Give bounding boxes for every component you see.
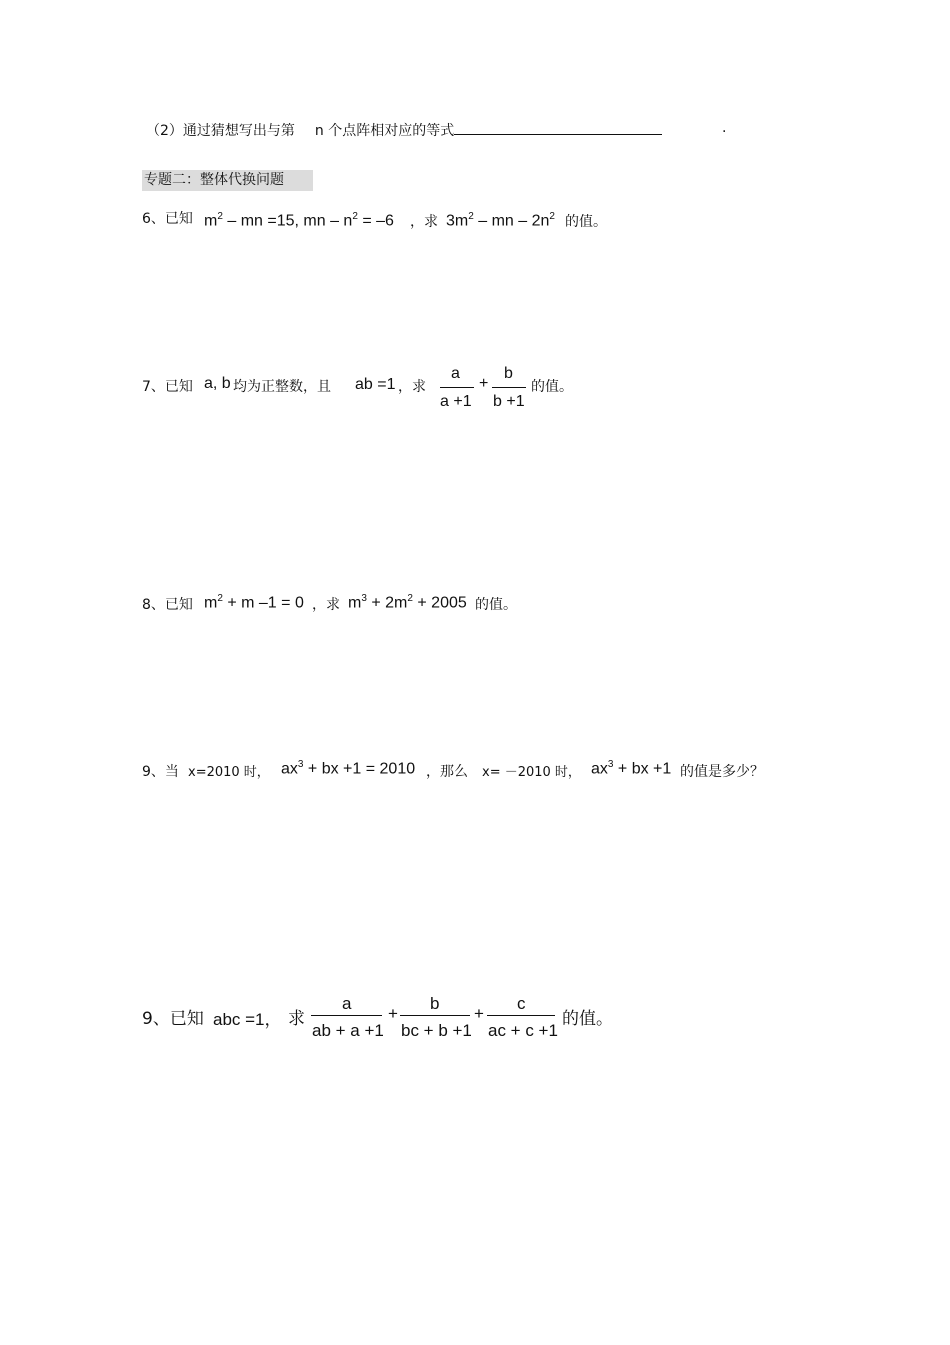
p9a-tail: 的值是多少？ bbox=[680, 764, 764, 780]
p8-tail: 的值。 bbox=[475, 597, 517, 613]
p7-f2-den: b +1 bbox=[493, 393, 525, 410]
p7-cond: ab =1 bbox=[355, 376, 396, 393]
p9b-f2-num: b bbox=[430, 994, 440, 1013]
p7-f1-den: a +1 bbox=[440, 393, 472, 410]
p8-num: 8、已知 bbox=[142, 597, 193, 613]
p9b-tail: 的值。 bbox=[562, 1009, 613, 1029]
p9b-plus2: + bbox=[474, 1004, 484, 1023]
q2-dot: . bbox=[722, 120, 727, 136]
p6-tail: 的值。 bbox=[565, 214, 607, 230]
q2-line bbox=[146, 120, 662, 140]
p8-target: $m^3 + 2m^2 + 2005$ bbox=[348, 593, 467, 612]
p7-ask: ，求 bbox=[398, 379, 426, 395]
p9b-ask: 求 bbox=[288, 1009, 305, 1029]
q2-mid: n 个点阵相对应的等式 bbox=[314, 123, 455, 139]
p6-ask: ，求 bbox=[410, 214, 438, 230]
p6-expr: $m^2$ – mn =15, mn – $n^2 = -6$ bbox=[204, 211, 394, 230]
p9b-num: 9、已知 bbox=[142, 1009, 204, 1029]
p9a-x1: x=2010 时， bbox=[188, 765, 270, 780]
p8-expr: $m^2 + m$ –1 = 0 bbox=[204, 593, 304, 612]
p9b-f3-den: ac + c +1 bbox=[488, 1021, 558, 1040]
p7-f1-num: a bbox=[451, 365, 460, 382]
p7-f1-bar bbox=[440, 387, 474, 388]
p9a-expr1: $ax^3$ + bx +1 = 2010 bbox=[281, 759, 416, 778]
p9b-cond: abc =1， bbox=[213, 1010, 282, 1029]
p7-tail: 的值。 bbox=[531, 379, 573, 395]
p7-vars: a, b bbox=[204, 375, 231, 392]
p9b-f2-bar bbox=[400, 1015, 470, 1016]
p7-f2-num: b bbox=[504, 365, 513, 382]
p7-text: 均为正整数，且 bbox=[233, 379, 331, 395]
q2-prefix: （2）通过猜想写出与第 bbox=[146, 123, 295, 139]
p9a-num: 9、当 bbox=[142, 764, 179, 780]
p9b-f3-bar bbox=[487, 1015, 555, 1016]
p7-plus: + bbox=[479, 375, 489, 392]
p9a-x2: x= －2010 时， bbox=[482, 765, 581, 780]
p9b-f1-den: ab + a +1 bbox=[312, 1021, 384, 1040]
p7-f2-bar bbox=[492, 387, 526, 388]
p9b-f1-bar bbox=[311, 1015, 382, 1016]
p6-target: $3m^2$ – mn – $2n^2$ bbox=[446, 211, 555, 230]
problem-6 bbox=[142, 208, 193, 228]
p9b-f2-den: bc + b +1 bbox=[401, 1021, 472, 1040]
section-title: 专题二：整体代换问题 bbox=[142, 170, 313, 191]
p9b-plus1: + bbox=[388, 1004, 398, 1023]
p7-num: 7、已知 bbox=[142, 379, 193, 395]
p9b-f1-num: a bbox=[342, 994, 352, 1013]
p6-num: 6、已知 bbox=[142, 211, 193, 227]
p9a-expr2: $ax^3$ + bx +1 bbox=[591, 759, 672, 778]
p9b-f3-num: c bbox=[517, 994, 526, 1013]
answer-blank bbox=[454, 122, 662, 135]
p8-ask: ，求 bbox=[312, 597, 340, 613]
p9a-mid: ，那么 bbox=[426, 764, 468, 780]
